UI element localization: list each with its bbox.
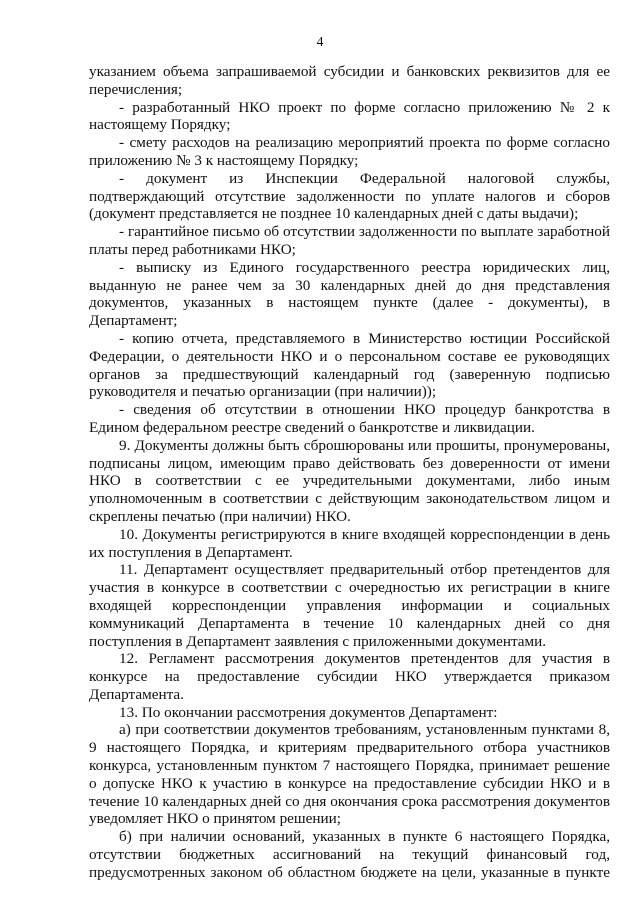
paragraph-p7: - копию отчета, представляемого в Министерство юстиции Российской Федерации, о деятельности НКО и о персональном составе ее руководящих органов за предшествующий календарный год (заверенную подписью руководителя и печатью организации (при наличии));: [89, 329, 610, 401]
paragraph-p1: указанием объема запрашиваемой субсидии и банковских реквизитов для ее перечисления;: [89, 63, 610, 98]
paragraph-p13: 13. По окончании рассмотрения документов Департамент:: [119, 703, 498, 721]
paragraph-p9: 9. Документы должны быть сброшюрованы или прошиты, пронумерованы, подписаны лицом, имеющим право действовать без доверенности от имени НКО в соответствии с ее учредительными документами, либо иным уполномоченным в соответствии с действующим законодательством лицом и скреплены печатью (при наличии) НКО.: [89, 436, 610, 525]
paragraph-p4: - документ из Инспекции Федеральной налоговой службы, подтверждающий отсутствие задолженности по уплате налогов и сборов (документ представляется не позднее 10 календарных дней с даты выдачи);: [89, 169, 610, 223]
page-number: 4: [316, 35, 324, 50]
paragraph-p2: - разработанный НКО проект по форме согласно приложению № 2 к настоящему Порядку;: [89, 98, 610, 134]
paragraph-p3: - смету расходов на реализацию мероприятий проекта по форме согласно приложению № 3 к настоящему Порядку;: [89, 134, 610, 169]
paragraph-p5: - гарантийное письмо об отсутствии задолженности по выплате заработной платы перед работниками НКО;: [89, 223, 610, 258]
paragraph-p11: 11. Департамент осуществляет предварительный отбор претендентов для участия в конкурсе в соответствии с очередностью их регистрации в книге входящей корреспонденции управления информации и социальных коммуникаций Департамента в течение 10 календарных дней со дня поступления в Департамент заявления с приложенными документами.: [89, 561, 610, 650]
document-body: [89, 63, 610, 882]
paragraph-p12: 12. Регламент рассмотрения документов претендентов для участия в конкурсе на предоставление субсидии НКО утверждается приказом Департамента.: [89, 650, 610, 703]
paragraph-p6: - выписку из Единого государственного реестра юридических лиц, выданную не ранее чем за 30 календарных дней до дня представления документов, указанных в настоящем пункте (далее - документы), в Департамент;: [89, 258, 610, 330]
paragraph-p14: а) при соответствии документов требованиям, установленным пунктами 8, 9 настоящего Порядка, и критериям предварительного отбора участников конкурса, установленным пунктом 7 настоящего Порядка, принимает решение о допуске НКО к участию в конкурсе на предоставление субсидии НКО и в течение 10 календарных дней со дня окончания срока рассмотрения документов уведомляет НКО о принятом решении;: [89, 721, 610, 828]
paragraph-p15: б) при наличии оснований, указанных в пункте 6 настоящего Порядка, отсутствии бюджетных ассигнований на текущий финансовый год, предусмотренных законом об областном бюджете на цели, указанные в пункте: [89, 828, 610, 881]
paragraph-p8: - сведения об отсутствии в отношении НКО процедур банкротства в Едином федеральном реестре сведений о банкротстве и ликвидации.: [89, 401, 610, 436]
paragraph-p10: 10. Документы регистрируются в книге входящей корреспонденции в день их поступления в Департамент.: [89, 525, 610, 561]
